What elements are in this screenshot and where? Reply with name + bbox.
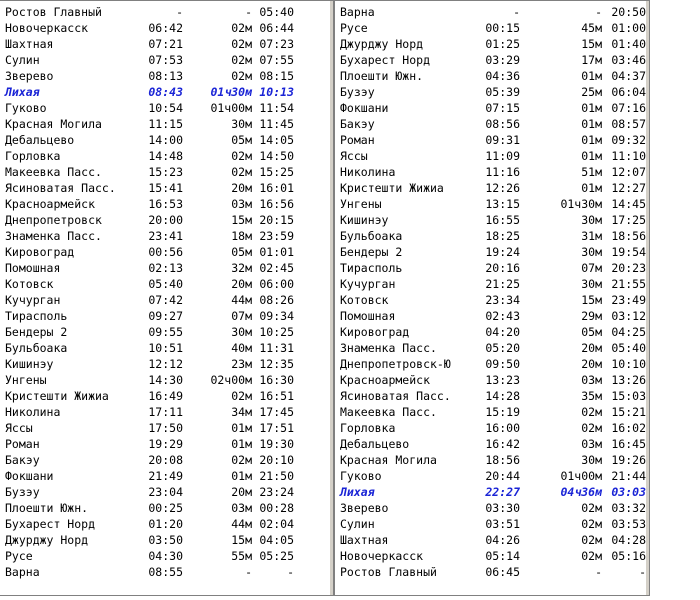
station-name: Лихая xyxy=(340,485,375,499)
station-name: Унгены xyxy=(5,373,47,387)
station-name: Русе xyxy=(340,21,368,35)
arrival-time: 05:14 xyxy=(485,549,520,563)
departure-time: 09:34 xyxy=(259,309,294,323)
departure-time: 06:44 xyxy=(259,21,294,35)
station-name: Бакэу xyxy=(340,117,375,131)
stop-duration: 02ч00м xyxy=(210,373,252,387)
arrival-time: 17:11 xyxy=(148,405,183,419)
arrival-time: 19:29 xyxy=(148,437,183,451)
arrival-time: 05:20 xyxy=(485,341,520,355)
arrival-time: 14:30 xyxy=(148,373,183,387)
stop-duration: 20м xyxy=(231,181,252,195)
departure-time: 10:13 xyxy=(259,85,294,99)
departure-time: 04:05 xyxy=(259,533,294,547)
station-name: Роман xyxy=(340,133,375,147)
stop-duration: 02м xyxy=(231,53,252,67)
departure-time: 05:16 xyxy=(611,549,646,563)
arrival-time: 05:39 xyxy=(485,85,520,99)
departure-time: 17:25 xyxy=(611,213,646,227)
departure-time: 15:25 xyxy=(259,165,294,179)
departure-time: 16:01 xyxy=(259,181,294,195)
stop-duration: - xyxy=(245,565,252,579)
station-name: Кишинэу xyxy=(340,213,389,227)
departure-time: 07:23 xyxy=(259,37,294,51)
scrollbar-edge[interactable] xyxy=(646,1,649,595)
departure-time: 08:57 xyxy=(611,117,646,131)
stop-duration: 02м xyxy=(581,405,602,419)
departure-time: 17:51 xyxy=(259,421,294,435)
stop-duration: 15м xyxy=(231,533,252,547)
stop-duration: 29м xyxy=(581,309,602,323)
stop-duration: 30м xyxy=(581,453,602,467)
departure-time: 04:25 xyxy=(611,325,646,339)
station-name: Бульбоака xyxy=(5,341,68,355)
arrival-time: 16:00 xyxy=(485,421,520,435)
arrival-time: 09:55 xyxy=(148,325,183,339)
departure-time: 03:53 xyxy=(611,517,646,531)
station-name: Макеевка Пасс. xyxy=(5,165,102,179)
arrival-time: 21:49 xyxy=(148,469,183,483)
departure-time: 02:45 xyxy=(259,261,294,275)
stop-duration: 01ч00м xyxy=(210,101,252,115)
arrival-time: 16:55 xyxy=(485,213,520,227)
departure-time: 11:31 xyxy=(259,341,294,355)
station-name: Николина xyxy=(5,405,61,419)
arrival-time: 11:16 xyxy=(485,165,520,179)
arrival-time: 09:27 xyxy=(148,309,183,323)
stop-duration: 44м xyxy=(231,293,252,307)
stop-duration: 01ч00м xyxy=(560,469,602,483)
arrival-time: 03:51 xyxy=(485,517,520,531)
arrival-time: 12:12 xyxy=(148,357,183,371)
arrival-time: 01:20 xyxy=(148,517,183,531)
stop-duration: 01м xyxy=(231,437,252,451)
scrollbar-edge[interactable] xyxy=(330,1,333,595)
station-name: Бухарест Норд xyxy=(5,517,96,531)
departure-time: 16:45 xyxy=(611,437,646,451)
stop-duration: 01м xyxy=(581,117,602,131)
departure-time: 01:00 xyxy=(611,21,646,35)
departure-time: 18:56 xyxy=(611,229,646,243)
arrival-time: 15:41 xyxy=(148,181,183,195)
stop-duration: 03м xyxy=(231,501,252,515)
station-name: Красная Могила xyxy=(340,453,437,467)
departure-time: 16:51 xyxy=(259,389,294,403)
stop-duration: 30м xyxy=(581,245,602,259)
departure-time: 08:15 xyxy=(259,69,294,83)
arrival-time: 04:36 xyxy=(485,69,520,83)
station-name: Ростов Главный xyxy=(340,565,437,579)
departure-time: 05:40 xyxy=(259,5,294,19)
departure-time: 19:54 xyxy=(611,245,646,259)
stop-duration: 02м xyxy=(581,549,602,563)
stop-duration: 02м xyxy=(231,21,252,35)
arrival-time: 08:43 xyxy=(148,85,183,99)
arrival-time: 00:25 xyxy=(148,501,183,515)
departure-time: 21:55 xyxy=(611,277,646,291)
departure-time: 11:10 xyxy=(611,149,646,163)
stop-duration: 30м xyxy=(231,325,252,339)
departure-time: 03:03 xyxy=(611,485,646,499)
departure-time: 12:35 xyxy=(259,357,294,371)
departure-time: 01:40 xyxy=(611,37,646,51)
departure-time: 11:45 xyxy=(259,117,294,131)
station-name: Варна xyxy=(5,565,40,579)
station-name: Днепропетровск xyxy=(5,213,102,227)
departure-time: 12:07 xyxy=(611,165,646,179)
stop-duration: 17м xyxy=(581,53,602,67)
station-name: Николина xyxy=(340,165,396,179)
departure-time: 14:50 xyxy=(259,149,294,163)
arrival-time: 18:25 xyxy=(485,229,520,243)
station-name: Бендеры 2 xyxy=(5,325,68,339)
departure-time: 04:37 xyxy=(611,69,646,83)
station-name: Джурджу Норд xyxy=(5,533,89,547)
arrival-time: 20:08 xyxy=(148,453,183,467)
station-name: Кристешти Жижиа xyxy=(5,389,109,403)
station-name: Варна xyxy=(340,5,375,19)
stop-duration: 20м xyxy=(231,277,252,291)
station-name: Горловка xyxy=(340,421,396,435)
station-name: Красноармейск xyxy=(5,197,96,211)
station-name: Знаменка Пасс. xyxy=(5,229,102,243)
arrival-time: 23:04 xyxy=(148,485,183,499)
stop-duration: 03м xyxy=(231,197,252,211)
station-name: Кристешти Жижиа xyxy=(340,181,444,195)
stop-duration: 44м xyxy=(231,517,252,531)
arrival-time: 00:15 xyxy=(485,21,520,35)
arrival-time: 11:15 xyxy=(148,117,183,131)
station-name: Шахтная xyxy=(340,533,389,547)
arrival-time: 09:50 xyxy=(485,357,520,371)
arrival-time: - xyxy=(176,5,183,19)
departure-time: 19:26 xyxy=(611,453,646,467)
stop-duration: 02м xyxy=(231,149,252,163)
station-name: Яссы xyxy=(5,421,33,435)
stop-duration: 30м xyxy=(581,277,602,291)
stop-duration: 01м xyxy=(231,421,252,435)
station-name: Фокшани xyxy=(5,469,54,483)
arrival-time: 16:53 xyxy=(148,197,183,211)
station-name: Новочеркасск xyxy=(340,549,424,563)
station-name: Фокшани xyxy=(340,101,389,115)
stop-duration: 02м xyxy=(231,165,252,179)
arrival-time: 07:53 xyxy=(148,53,183,67)
departure-time: 08:26 xyxy=(259,293,294,307)
departure-time: 06:04 xyxy=(611,85,646,99)
stop-duration: 01м xyxy=(581,181,602,195)
departure-time: 16:02 xyxy=(611,421,646,435)
station-name: Кучурган xyxy=(340,277,396,291)
station-name: Тирасполь xyxy=(340,261,403,275)
departure-time: 15:21 xyxy=(611,405,646,419)
station-name: Ростов Главный xyxy=(5,5,102,19)
station-name: Зверево xyxy=(5,69,54,83)
departure-time: 05:40 xyxy=(611,341,646,355)
arrival-time: 07:15 xyxy=(485,101,520,115)
departure-time: 20:10 xyxy=(259,453,294,467)
departure-time: 23:49 xyxy=(611,293,646,307)
arrival-time: 15:19 xyxy=(485,405,520,419)
station-name: Бузэу xyxy=(5,485,40,499)
stop-duration: 03м xyxy=(581,437,602,451)
station-name: Бухарест Норд xyxy=(340,53,431,67)
station-name: Плоешти Южн. xyxy=(5,501,89,515)
arrival-time: 14:28 xyxy=(485,389,520,403)
station-name: Сулин xyxy=(340,517,375,531)
departure-time: 01:01 xyxy=(259,245,294,259)
arrival-time: 10:54 xyxy=(148,101,183,115)
arrival-time: 22:27 xyxy=(485,485,520,499)
arrival-time: 01:25 xyxy=(485,37,520,51)
stop-duration: 20м xyxy=(231,485,252,499)
arrival-time: 20:16 xyxy=(485,261,520,275)
stop-duration: 01м xyxy=(581,133,602,147)
departure-time: 23:24 xyxy=(259,485,294,499)
stop-duration: 45м xyxy=(581,21,602,35)
arrival-time: 13:23 xyxy=(485,373,520,387)
station-name: Знаменка Пасс. xyxy=(340,341,437,355)
departure-time: 00:28 xyxy=(259,501,294,515)
arrival-time: 12:26 xyxy=(485,181,520,195)
arrival-time: 08:13 xyxy=(148,69,183,83)
station-name: Помошная xyxy=(340,309,396,323)
arrival-time: 23:34 xyxy=(485,293,520,307)
station-name: Плоешти Южн. xyxy=(340,69,424,83)
departure-time: 09:32 xyxy=(611,133,646,147)
station-name: Макеевка Пасс. xyxy=(340,405,437,419)
stop-duration: 05м xyxy=(581,325,602,339)
station-name: Русе xyxy=(5,549,33,563)
station-name: Бендеры 2 xyxy=(340,245,403,259)
station-name: Унгены xyxy=(340,197,382,211)
stop-duration: 01ч30м xyxy=(560,197,602,211)
stop-duration: 02м xyxy=(231,37,252,51)
station-name: Лихая xyxy=(5,85,40,99)
station-name: Днепропетровск-Ю xyxy=(340,357,451,371)
station-name: Котовск xyxy=(5,277,54,291)
departure-time: 03:12 xyxy=(611,309,646,323)
station-name: Гуково xyxy=(5,101,47,115)
stop-duration: 01м xyxy=(581,69,602,83)
departure-time: 04:28 xyxy=(611,533,646,547)
stop-duration: 02м xyxy=(231,453,252,467)
stop-duration: 01м xyxy=(231,469,252,483)
station-name: Бульбоака xyxy=(340,229,403,243)
station-name: Бузэу xyxy=(340,85,375,99)
station-name: Гуково xyxy=(340,469,382,483)
departure-time: 21:50 xyxy=(259,469,294,483)
station-name: Джурджу Норд xyxy=(340,37,424,51)
outbound-timetable-panel xyxy=(0,0,334,596)
station-name: Ясиноватая Пасс. xyxy=(340,389,451,403)
arrival-time: 05:40 xyxy=(148,277,183,291)
departure-time: 02:04 xyxy=(259,517,294,531)
station-name: Ясиноватая Пасс. xyxy=(5,181,116,195)
departure-time: 03:46 xyxy=(611,53,646,67)
stop-duration: 02м xyxy=(581,533,602,547)
departure-time: 17:45 xyxy=(259,405,294,419)
departure-time: 20:15 xyxy=(259,213,294,227)
arrival-time: 10:51 xyxy=(148,341,183,355)
arrival-time: 00:56 xyxy=(148,245,183,259)
station-name: Дебальцево xyxy=(340,437,410,451)
arrival-time: 16:42 xyxy=(485,437,520,451)
stop-duration: 07м xyxy=(231,309,252,323)
departure-time: 19:30 xyxy=(259,437,294,451)
stop-duration: 02м xyxy=(581,421,602,435)
departure-time: - xyxy=(639,565,646,579)
stop-duration: 01м xyxy=(581,149,602,163)
stop-duration: 40м xyxy=(231,341,252,355)
stop-duration: 02м xyxy=(231,389,252,403)
station-name: Кировоград xyxy=(5,245,75,259)
station-name: Новочеркасск xyxy=(5,21,89,35)
arrival-time: 04:30 xyxy=(148,549,183,563)
departure-time: 23:59 xyxy=(259,229,294,243)
departure-time: 03:32 xyxy=(611,501,646,515)
stop-duration: 30м xyxy=(231,117,252,131)
departure-time: 10:10 xyxy=(611,357,646,371)
station-name: Красная Могила xyxy=(5,117,102,131)
stop-duration: 07м xyxy=(581,261,602,275)
station-name: Шахтная xyxy=(5,37,54,51)
station-name: Кировоград xyxy=(340,325,410,339)
arrival-time: 04:20 xyxy=(485,325,520,339)
stop-duration: 31м xyxy=(581,229,602,243)
arrival-time: 08:56 xyxy=(485,117,520,131)
arrival-time: 02:43 xyxy=(485,309,520,323)
stop-duration: 05м xyxy=(231,245,252,259)
stop-duration: 02м xyxy=(231,69,252,83)
stop-duration: 51м xyxy=(581,165,602,179)
station-name: Кучурган xyxy=(5,293,61,307)
station-name: Котовск xyxy=(340,293,389,307)
station-name: Помошная xyxy=(5,261,61,275)
stop-duration: 01м xyxy=(581,101,602,115)
stop-duration: 02м xyxy=(581,501,602,515)
arrival-time: 14:48 xyxy=(148,149,183,163)
arrival-time: 07:21 xyxy=(148,37,183,51)
stop-duration: 02м xyxy=(581,517,602,531)
arrival-time: 14:00 xyxy=(148,133,183,147)
arrival-time: 03:29 xyxy=(485,53,520,67)
departure-time: 05:25 xyxy=(259,549,294,563)
arrival-time: 20:44 xyxy=(485,469,520,483)
departure-time: 10:25 xyxy=(259,325,294,339)
arrival-time: 02:13 xyxy=(148,261,183,275)
departure-time: 20:50 xyxy=(611,5,646,19)
departure-time: 11:54 xyxy=(259,101,294,115)
arrival-time: 18:56 xyxy=(485,453,520,467)
stop-duration: 05м xyxy=(231,133,252,147)
stop-duration: 18м xyxy=(231,229,252,243)
arrival-time: 11:09 xyxy=(485,149,520,163)
return-timetable-panel xyxy=(334,0,650,596)
departure-time: 14:05 xyxy=(259,133,294,147)
arrival-time: 06:42 xyxy=(148,21,183,35)
stop-duration: 15м xyxy=(581,293,602,307)
station-name: Тирасполь xyxy=(5,309,68,323)
station-name: Бакэу xyxy=(5,453,40,467)
arrival-time: 04:26 xyxy=(485,533,520,547)
stop-duration: 55м xyxy=(231,549,252,563)
arrival-time: - xyxy=(513,5,520,19)
departure-time: 16:30 xyxy=(259,373,294,387)
stop-duration: 35м xyxy=(581,389,602,403)
stop-duration: - xyxy=(595,565,602,579)
stop-duration: 15м xyxy=(581,37,602,51)
station-name: Горловка xyxy=(5,149,61,163)
stop-duration: 03м xyxy=(581,373,602,387)
station-name: Кишинэу xyxy=(5,357,54,371)
station-name: Яссы xyxy=(340,149,368,163)
station-name: Красноармейск xyxy=(340,373,431,387)
station-name: Роман xyxy=(5,437,40,451)
stop-duration: 04ч36м xyxy=(560,485,602,499)
stop-duration: 32м xyxy=(231,261,252,275)
arrival-time: 21:25 xyxy=(485,277,520,291)
departure-time: - xyxy=(287,565,294,579)
arrival-time: 19:24 xyxy=(485,245,520,259)
arrival-time: 16:49 xyxy=(148,389,183,403)
stop-duration: 30м xyxy=(581,213,602,227)
stop-duration: 15м xyxy=(231,213,252,227)
stop-duration: 20м xyxy=(581,357,602,371)
departure-time: 07:55 xyxy=(259,53,294,67)
stop-duration: 34м xyxy=(231,405,252,419)
departure-time: 13:26 xyxy=(611,373,646,387)
departure-time: 16:56 xyxy=(259,197,294,211)
arrival-time: 23:41 xyxy=(148,229,183,243)
departure-time: 15:03 xyxy=(611,389,646,403)
departure-time: 12:27 xyxy=(611,181,646,195)
stop-duration: - xyxy=(245,5,252,19)
arrival-time: 07:42 xyxy=(148,293,183,307)
arrival-time: 09:31 xyxy=(485,133,520,147)
stop-duration: - xyxy=(595,5,602,19)
arrival-time: 17:50 xyxy=(148,421,183,435)
departure-time: 20:23 xyxy=(611,261,646,275)
departure-time: 06:00 xyxy=(259,277,294,291)
arrival-time: 03:50 xyxy=(148,533,183,547)
station-name: Дебальцево xyxy=(5,133,75,147)
departure-time: 14:45 xyxy=(611,197,646,211)
arrival-time: 13:15 xyxy=(485,197,520,211)
station-name: Зверево xyxy=(340,501,389,515)
station-name: Сулин xyxy=(5,53,40,67)
arrival-time: 15:23 xyxy=(148,165,183,179)
departure-time: 07:16 xyxy=(611,101,646,115)
stop-duration: 01ч30м xyxy=(210,85,252,99)
stop-duration: 20м xyxy=(581,341,602,355)
arrival-time: 03:30 xyxy=(485,501,520,515)
arrival-time: 08:55 xyxy=(148,565,183,579)
departure-time: 21:44 xyxy=(611,469,646,483)
stop-duration: 25м xyxy=(581,85,602,99)
arrival-time: 20:00 xyxy=(148,213,183,227)
arrival-time: 06:45 xyxy=(485,565,520,579)
stop-duration: 23м xyxy=(231,357,252,371)
